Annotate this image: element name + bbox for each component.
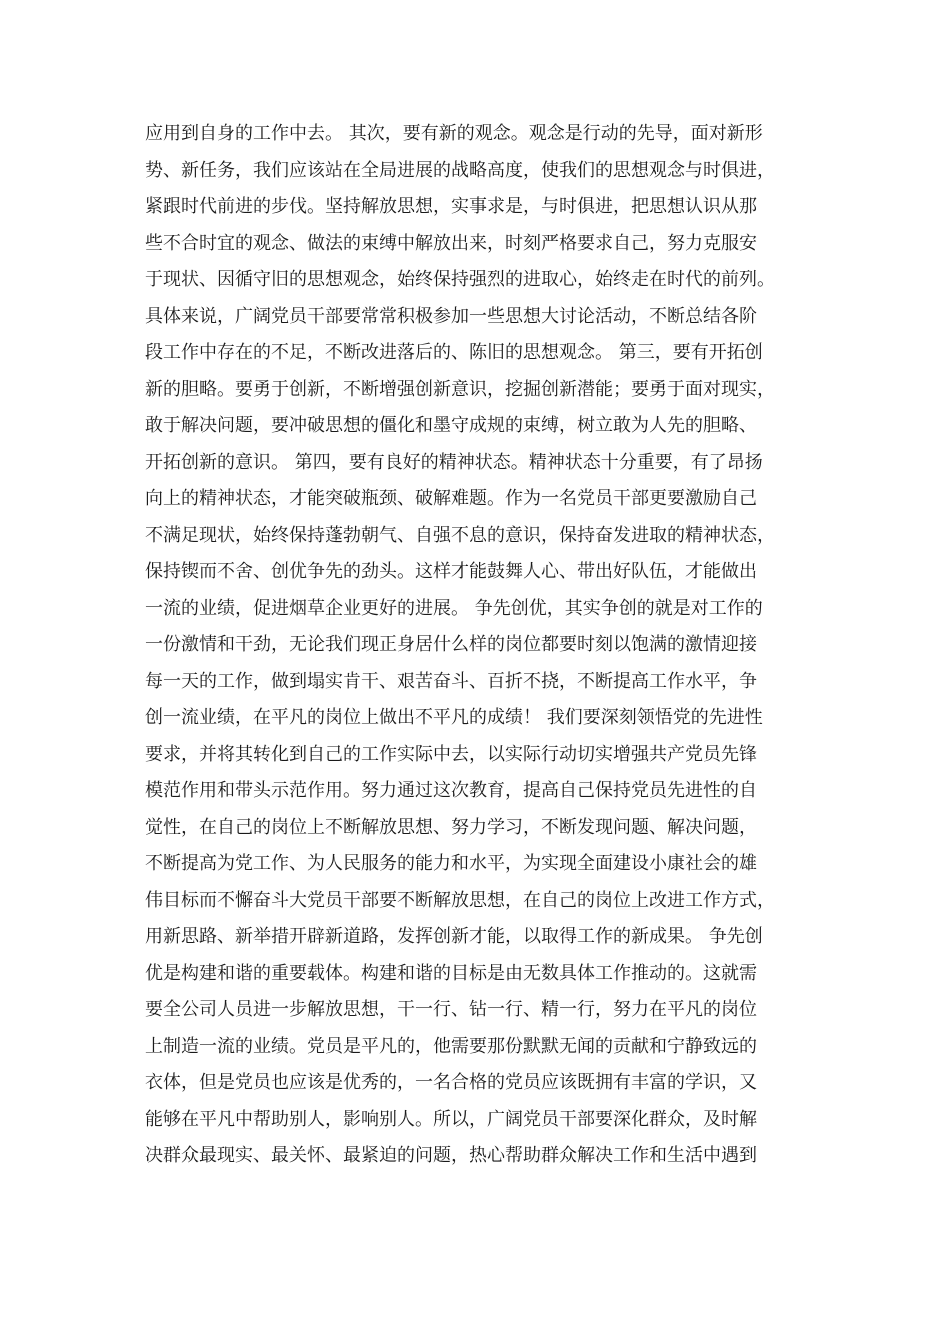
text-line: 衣体，但是党员也应该是优秀的，一名合格的党员应该既拥有丰富的学识，又 xyxy=(145,1072,757,1093)
text-line: 保持锲而不舍、创优争先的劲头。这样才能鼓舞人心、带出好队伍，才能做出 xyxy=(145,561,757,582)
text-line: 新的胆略。要勇于创新，不断增强创新意识，挖掘创新潜能；要勇于面对现实， xyxy=(145,378,775,400)
text-line: 优是构建和谐的重要载体。构建和谐的目标是由无数具体工作推动的。这就需 xyxy=(145,962,757,984)
text-line: 不满足现状，始终保持蓬勃朝气、自强不息的意识，保持奋发进取的精神状态， xyxy=(145,524,775,546)
text-line: 要求，并将其转化到自己的工作实际中去，以实际行动切实增强共产党员先锋 xyxy=(145,743,757,765)
text-line: 创一流业绩，在平凡的岗位上做出不平凡的成绩！ 我们要深刻领悟党的先进性 xyxy=(145,707,763,728)
text-line: 向上的精神状态，才能突破瓶颈、破解难题。作为一名党员干部更要激励自己 xyxy=(145,488,757,509)
text-line: 紧跟时代前进的步伐。坚持解放思想，实事求是，与时俱进，把思想认识从那 xyxy=(145,196,757,217)
text-line: 于现状、因循守旧的思想观念，始终保持强烈的进取心，始终走在时代的前列。 xyxy=(145,269,775,290)
text-line: 伟目标而不懈奋斗大党员干部要不断解放思想，在自己的岗位上改进工作方式， xyxy=(145,889,775,911)
text-line: 要全公司人员进一步解放思想，干一行、钻一行、精一行，努力在平凡的岗位 xyxy=(145,999,757,1020)
text-line: 能够在平凡中帮助别人，影响别人。所以，广阔党员干部要深化群众，及时解 xyxy=(145,1108,757,1130)
text-line: 开拓创新的意识。 第四，要有良好的精神状态。精神状态十分重要，有了昂扬 xyxy=(145,451,763,473)
text-line: 用新思路、新举措开辟新道路，发挥创新才能，以取得工作的新成果。 争先创 xyxy=(145,926,763,947)
text-line: 一份激情和干劲，无论我们现正身居什么样的岗位都要时刻以饱满的激情迎接 xyxy=(145,634,757,655)
text-line: 决群众最现实、最关怀、最紧迫的问题，热心帮助群众解决工作和生活中遇到 xyxy=(145,1145,757,1166)
body-text xyxy=(145,116,815,1175)
text-line: 段工作中存在的不足，不断改进落后的、陈旧的思想观念。 第三，要有开拓创 xyxy=(145,342,763,363)
text-line: 模范作用和带头示范作用。努力通过这次教育，提高自己保持党员先进性的自 xyxy=(145,780,757,801)
text-line: 上制造一流的业绩。党员是平凡的，他需要那份默默无闻的贡献和宁静致远的 xyxy=(145,1035,757,1057)
text-line: 具体来说，广阔党员干部要常常积极参加一些思想大讨论活动，不断总结各阶 xyxy=(145,305,757,327)
text-line: 每一天的工作，做到塌实肯干、艰苦奋斗、百折不挠，不断提高工作水平，争 xyxy=(145,670,757,692)
text-line: 一流的业绩，促进烟草企业更好的进展。 争先创优，其实争创的就是对工作的 xyxy=(145,597,763,619)
text-line: 些不合时宜的观念、做法的束缚中解放出来，时刻严格要求自己，努力克服安 xyxy=(145,232,757,254)
text-line: 不断提高为党工作、为人民服务的能力和水平，为实现全面建设小康社会的雄 xyxy=(145,853,757,874)
text-line: 觉性，在自己的岗位上不断解放思想、努力学习，不断发现问题、解决问题， xyxy=(145,816,757,838)
text-line: 敢于解决问题，要冲破思想的僵化和墨守成规的束缚，树立敢为人先的胆略、 xyxy=(145,415,757,436)
text-line: 应用到自身的工作中去。 其次，要有新的观念。观念是行动的先导，面对新形 xyxy=(145,123,763,144)
text-line: 势、新任务，我们应该站在全局进展的战略高度，使我们的思想观念与时俱进， xyxy=(145,159,775,181)
